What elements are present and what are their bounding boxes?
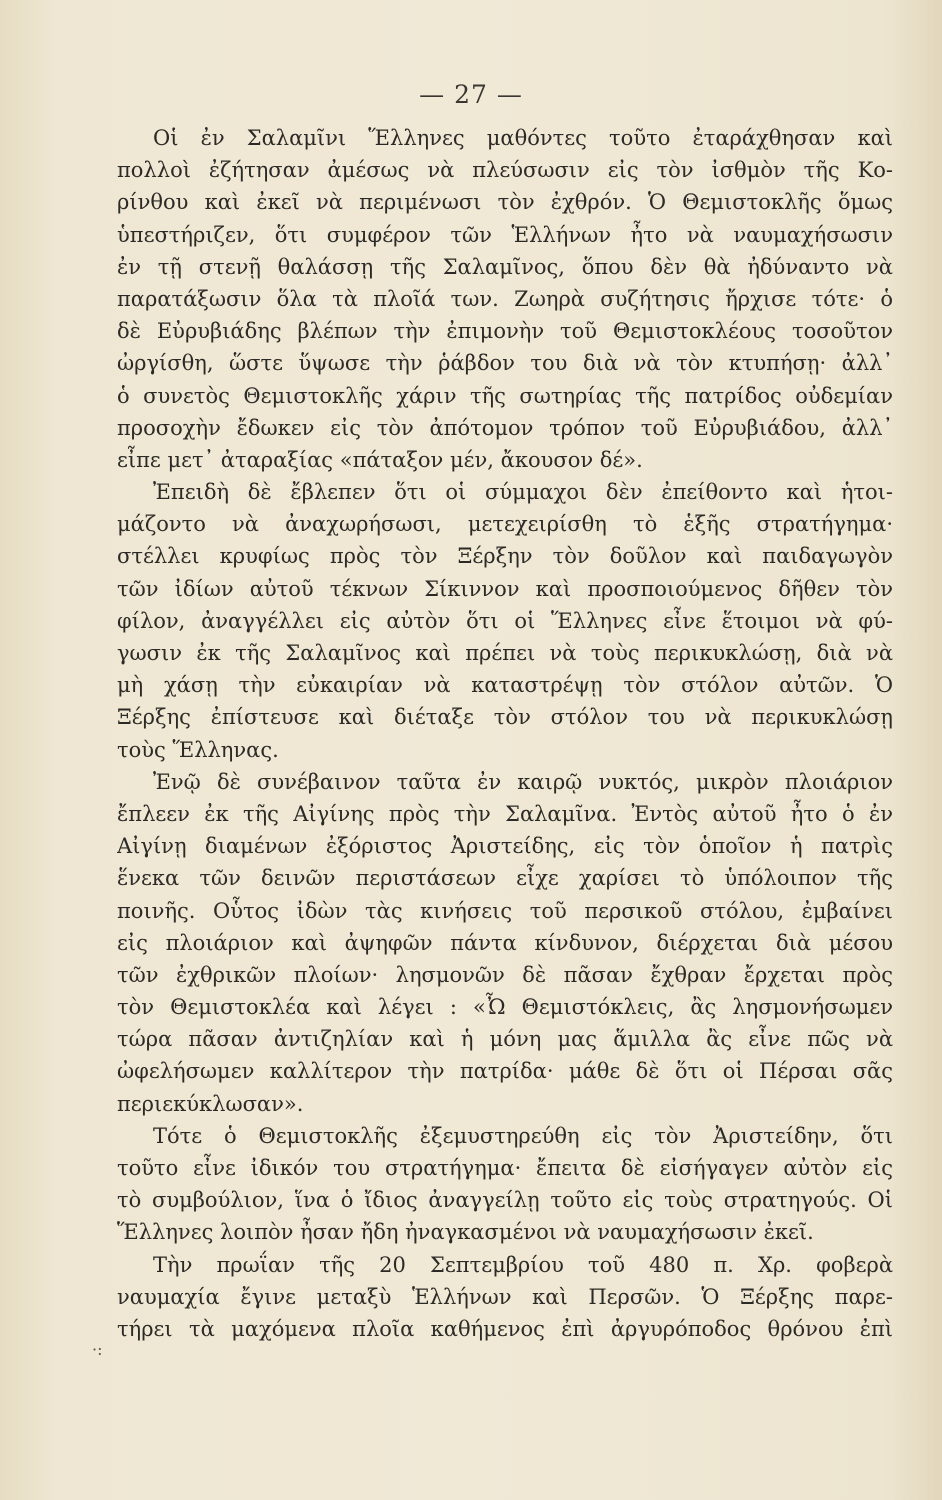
text-line: εἰς πλοιάριον καὶ ἀψηφῶν πάντα κίνδυνον, διέρχεται διὰ μέσου xyxy=(117,930,893,955)
text-line: τῶν ἐχθρικῶν πλοίων· λησμονῶν δὲ πᾶσαν ἔχθραν ἔρχεται πρὸς xyxy=(117,962,893,987)
text-line: ρίνθου καὶ ἐκεῖ νὰ περιμένωσι τὸν ἐχθρόν. Ὁ Θεμιστοκλῆς ὅμως xyxy=(117,190,893,215)
text-line: ἕνεκα τῶν δεινῶν περιστάσεων εἶχε χαρίσει τὸ ὑπόλοιπον τῆς xyxy=(117,866,893,891)
text-line: εἶπε μετ᾽ ἀταραξίας «πάταξον μέν, ἄκουσον δέ». xyxy=(117,447,643,472)
text-line: περιεκύκλωσαν». xyxy=(117,1091,304,1116)
text-line: ὁ συνετὸς Θεμιστοκλῆς χάριν τῆς σωτηρίας τῆς πατρίδος οὐδεμίαν xyxy=(117,383,893,408)
text-line: τήρει τὰ μαχόμενα πλοῖα καθήμενος ἐπὶ ἀργυρόποδος θρόνου ἐπὶ xyxy=(117,1316,893,1341)
text-line: Τὴν πρωΐαν τῆς 20 Σεπτεμβρίου τοῦ 480 π. Χρ. φοβερὰ xyxy=(153,1252,893,1277)
text-line: μάζοντο νὰ ἀναχωρήσωσι, μετεχειρίσθη τὸ ἑξῆς στρατήγημα· xyxy=(117,512,893,537)
text-line: φίλον, ἀναγγέλλει εἰς αὐτὸν ὅτι οἱ Ἕλληνες εἶνε ἕτοιμοι νὰ φύ- xyxy=(117,608,893,633)
text-line: Αἰγίνῃ διαμένων ἐξόριστος Ἀριστείδης, εἰς τὸν ὁποῖον ἡ πατρὶς xyxy=(117,834,893,859)
text-line: ποινῆς. Οὗτος ἰδὼν τὰς κινήσεις τοῦ περσικοῦ στόλου, ἐμβαίνει xyxy=(117,898,893,923)
text-line: γωσιν ἐκ τῆς Σαλαμῖνος καὶ πρέπει νὰ τοὺς περικυκλώσῃ, διὰ νὰ xyxy=(117,641,893,665)
text-line: ἐν τῇ στενῇ θαλάσσῃ τῆς Σαλαμῖνος, ὅπου δὲν θὰ ἠδύναντο νὰ xyxy=(117,254,893,279)
text-line: πολλοὶ ἐζήτησαν ἀμέσως νὰ πλεύσωσιν εἰς τὸν ἰσθμὸν τῆς Κο- xyxy=(117,158,893,183)
text-line: Οἱ ἐν Σαλαμῖνι Ἕλληνες μαθόντες τοῦτο ἐταράχθησαν καὶ xyxy=(153,126,893,150)
margin-mark: ·: xyxy=(92,1340,103,1359)
text-line: Ἐνῷ δὲ συνέβαινον ταῦτα ἐν καιρῷ νυκτός, μικρὸν πλοιάριον xyxy=(153,769,893,794)
text-line: τῶν ἰδίων αὐτοῦ τέκνων Σίκιννον καὶ προσποιούμενος δῆθεν τὸν xyxy=(117,576,893,601)
text-line: τὸ συμβούλιον, ἵνα ὁ ἴδιος ἀναγγείλῃ τοῦτο εἰς τοὺς στρατηγούς. Οἱ xyxy=(117,1188,893,1213)
text-line: τώρα πᾶσαν ἀντιζηλίαν καὶ ἡ μόνη μας ἅμιλλα ἂς εἶνε πῶς νὰ xyxy=(117,1027,893,1052)
text-line: προσοχὴν ἔδωκεν εἰς τὸν ἀπότομον τρόπον τοῦ Εὐρυβιάδου, ἀλλ᾽ xyxy=(117,415,893,440)
text-line: μὴ χάσῃ τὴν εὐκαιρίαν νὰ καταστρέψῃ τὸν στόλον αὐτῶν. Ὁ xyxy=(117,673,893,698)
text-line: Τότε ὁ Θεμιστοκλῆς ἐξεμυστηρεύθη εἰς τὸν Ἀριστείδην, ὅτι xyxy=(153,1123,893,1148)
text-line: Ξέρξης ἐπίστευσε καὶ διέταξε τὸν στόλον του νὰ περικυκλώσῃ xyxy=(117,705,893,730)
page-number: — 27 — xyxy=(419,80,523,109)
body-text xyxy=(117,122,893,1345)
text-line: δὲ Εὐρυβιάδης βλέπων τὴν ἐπιμονὴν τοῦ Θεμιστοκλέους τοσοῦτον xyxy=(117,319,893,344)
text-line: Ἕλληνες λοιπὸν ἦσαν ἤδη ἠναγκασμένοι νὰ ναυμαχήσωσιν ἐκεῖ. xyxy=(117,1220,814,1245)
text-line: στέλλει κρυφίως πρὸς τὸν Ξέρξην τὸν δοῦλον καὶ παιδαγωγὸν xyxy=(117,544,893,569)
text-line: ὠφελήσωμεν καλλίτερον τὴν πατρίδα· μάθε δὲ ὅτι οἱ Πέρσαι σᾶς xyxy=(117,1059,893,1084)
text-line: τοῦτο εἶνε ἰδικόν του στρατήγημα· ἔπειτα δὲ εἰσήγαγεν αὐτὸν εἰς xyxy=(117,1156,893,1180)
text-line: ἔπλεεν ἐκ τῆς Αἰγίνης πρὸς τὴν Σαλαμῖνα. Ἐντὸς αὐτοῦ ἦτο ὁ ἐν xyxy=(117,801,893,826)
text-line: τὸν Θεμιστοκλέα καὶ λέγει : «Ὦ Θεμιστόκλεις, ἂς λησμονήσωμεν xyxy=(117,995,893,1020)
text-line: Ἐπειδὴ δὲ ἔβλεπεν ὅτι οἱ σύμμαχοι δὲν ἐπείθοντο καὶ ἡτοι- xyxy=(153,480,893,505)
text-line: τοὺς Ἕλληνας. xyxy=(117,737,279,762)
text-line: ὠργίσθη, ὥστε ὕψωσε τὴν ῥάβδον του διὰ νὰ τὸν κτυπήσῃ· ἀλλ᾽ xyxy=(117,351,893,376)
text-line: ὑπεστήριζεν, ὅτι συμφέρον τῶν Ἑλλήνων ἦτο νὰ ναυμαχήσωσιν xyxy=(117,222,893,247)
text-line: ναυμαχία ἔγινε μεταξὺ Ἑλλήνων καὶ Περσῶν. Ὁ Ξέρξης παρε- xyxy=(117,1284,893,1309)
text-line: παρατάξωσιν ὅλα τὰ πλοῖά των. Ζωηρὰ συζήτησις ἤρχισε τότε· ὁ xyxy=(117,286,893,311)
